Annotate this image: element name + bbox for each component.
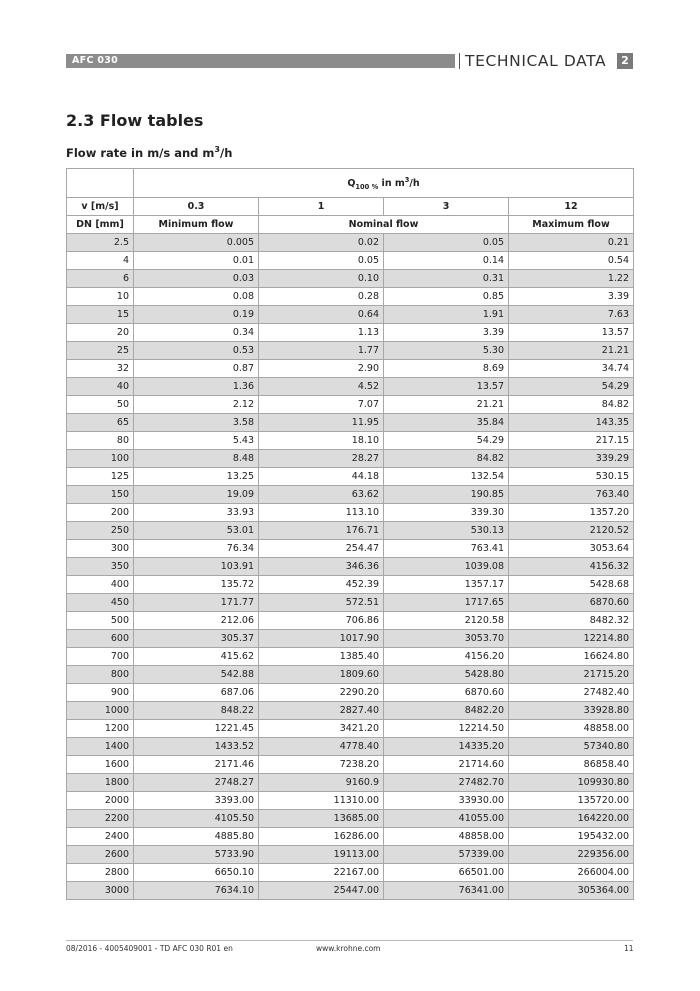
flow-cell: 9160.9 xyxy=(259,774,384,792)
flow-cell: 0.34 xyxy=(134,324,259,342)
flow-cell: 5428.80 xyxy=(384,666,509,684)
flow-cell: 86858.40 xyxy=(509,756,634,774)
flow-cell: 13685.00 xyxy=(259,810,384,828)
flow-cell: 4885.80 xyxy=(134,828,259,846)
flow-cell: 44.18 xyxy=(259,468,384,486)
flow-cell: 1017.90 xyxy=(259,630,384,648)
dn-cell: 125 xyxy=(67,468,134,486)
flow-cell: 0.21 xyxy=(509,234,634,252)
flow-cell: 1221.45 xyxy=(134,720,259,738)
flow-cell: 0.005 xyxy=(134,234,259,252)
flow-cell: 1.91 xyxy=(384,306,509,324)
subtitle-sup: 3 xyxy=(214,145,220,155)
flow-cell: 0.05 xyxy=(384,234,509,252)
flow-cell: 12214.50 xyxy=(384,720,509,738)
flow-cell: 190.85 xyxy=(384,486,509,504)
table-row xyxy=(67,468,634,486)
dn-cell: 2400 xyxy=(67,828,134,846)
flow-cell: 0.08 xyxy=(134,288,259,306)
nominal-flow-label: Nominal flow xyxy=(259,216,509,234)
table-row xyxy=(67,234,634,252)
dn-cell: 350 xyxy=(67,558,134,576)
flow-cell: 16624.80 xyxy=(509,648,634,666)
flow-cell: 0.53 xyxy=(134,342,259,360)
flow-cell: 21.21 xyxy=(384,396,509,414)
table-row xyxy=(67,324,634,342)
flow-cell: 19113.00 xyxy=(259,846,384,864)
flow-cell: 530.13 xyxy=(384,522,509,540)
table-row xyxy=(67,720,634,738)
dn-cell: 2000 xyxy=(67,792,134,810)
flow-cell: 2.12 xyxy=(134,396,259,414)
flow-cell: 0.31 xyxy=(384,270,509,288)
flow-cell: 33.93 xyxy=(134,504,259,522)
dn-cell: 500 xyxy=(67,612,134,630)
flow-cell: 0.01 xyxy=(134,252,259,270)
table-row xyxy=(67,630,634,648)
dn-cell: 32 xyxy=(67,360,134,378)
header-chapter-number: 2 xyxy=(617,53,633,69)
flow-cell: 13.25 xyxy=(134,468,259,486)
flow-cell: 3421.20 xyxy=(259,720,384,738)
flow-cell: 135.72 xyxy=(134,576,259,594)
table-row xyxy=(67,792,634,810)
flow-cell: 135720.00 xyxy=(509,792,634,810)
dn-cell: 25 xyxy=(67,342,134,360)
flow-cell: 6870.60 xyxy=(509,594,634,612)
flow-cell: 4156.32 xyxy=(509,558,634,576)
flow-cell: 0.02 xyxy=(259,234,384,252)
flow-cell: 254.47 xyxy=(259,540,384,558)
flow-cell: 3.39 xyxy=(384,324,509,342)
flow-cell: 706.86 xyxy=(259,612,384,630)
flow-cell: 1385.40 xyxy=(259,648,384,666)
flow-cell: 2827.40 xyxy=(259,702,384,720)
flow-cell: 66501.00 xyxy=(384,864,509,882)
flow-cell: 53.01 xyxy=(134,522,259,540)
flow-cell: 195432.00 xyxy=(509,828,634,846)
flow-cell: 452.39 xyxy=(259,576,384,594)
flow-cell: 27482.40 xyxy=(509,684,634,702)
table-row xyxy=(67,360,634,378)
flow-cell: 763.40 xyxy=(509,486,634,504)
flow-cell: 164220.00 xyxy=(509,810,634,828)
flow-cell: 5.43 xyxy=(134,432,259,450)
flow-cell: 3.58 xyxy=(134,414,259,432)
flow-cell: 0.54 xyxy=(509,252,634,270)
flow-cell: 21.21 xyxy=(509,342,634,360)
flow-cell: 0.64 xyxy=(259,306,384,324)
dn-cell: 600 xyxy=(67,630,134,648)
table-row xyxy=(67,540,634,558)
flow-cell: 4778.40 xyxy=(259,738,384,756)
flow-cell: 48858.00 xyxy=(509,720,634,738)
table-row xyxy=(67,666,634,684)
flow-cell: 266004.00 xyxy=(509,864,634,882)
flow-cell: 54.29 xyxy=(384,432,509,450)
table-row xyxy=(67,414,634,432)
flow-cell: 16286.00 xyxy=(259,828,384,846)
table-row xyxy=(67,450,634,468)
flow-cell: 76.34 xyxy=(134,540,259,558)
flow-cell: 6870.60 xyxy=(384,684,509,702)
footer-divider xyxy=(66,940,633,941)
velocity-value: 12 xyxy=(509,198,634,216)
dn-cell: 700 xyxy=(67,648,134,666)
flow-cell: 5733.90 xyxy=(134,846,259,864)
flow-cell: 143.35 xyxy=(509,414,634,432)
flow-cell: 0.03 xyxy=(134,270,259,288)
flow-cell: 132.54 xyxy=(384,468,509,486)
table-row xyxy=(67,846,634,864)
flow-cell: 113.10 xyxy=(259,504,384,522)
flow-cell: 1809.60 xyxy=(259,666,384,684)
dn-cell: 2800 xyxy=(67,864,134,882)
dn-cell: 10 xyxy=(67,288,134,306)
flow-cell: 63.62 xyxy=(259,486,384,504)
flow-cell: 763.41 xyxy=(384,540,509,558)
section-title: 2.3 Flow tables xyxy=(66,111,204,130)
dn-cell: 150 xyxy=(67,486,134,504)
flow-cell: 54.29 xyxy=(509,378,634,396)
flow-cell: 13.57 xyxy=(509,324,634,342)
flow-cell: 5.30 xyxy=(384,342,509,360)
flow-cell: 1.13 xyxy=(259,324,384,342)
minimum-flow-label: Minimum flow xyxy=(134,216,259,234)
table-row xyxy=(67,342,634,360)
flow-cell: 2290.20 xyxy=(259,684,384,702)
header-row-velocity xyxy=(67,198,634,216)
flow-cell: 212.06 xyxy=(134,612,259,630)
table-row xyxy=(67,756,634,774)
dn-cell: 15 xyxy=(67,306,134,324)
subtitle-suffix: /h xyxy=(220,146,233,160)
q100-header: $Q_{100 \%}$ in $m^3/h$ xyxy=(134,169,634,198)
flow-cell: 3053.70 xyxy=(384,630,509,648)
flow-cell: 19.09 xyxy=(134,486,259,504)
table-row xyxy=(67,270,634,288)
footer-document-id: 08/2016 - 4005409001 - TD AFC 030 R01 en xyxy=(66,944,233,953)
table-row xyxy=(67,396,634,414)
table-row xyxy=(67,288,634,306)
flow-cell: 57339.00 xyxy=(384,846,509,864)
flow-cell: 109930.80 xyxy=(509,774,634,792)
maximum-flow-label: Maximum flow xyxy=(509,216,634,234)
header-row-q xyxy=(67,169,634,198)
flow-cell: 0.28 xyxy=(259,288,384,306)
flow-cell: 8.69 xyxy=(384,360,509,378)
flow-cell: 2748.27 xyxy=(134,774,259,792)
flow-cell: 2120.58 xyxy=(384,612,509,630)
flow-cell: 4156.20 xyxy=(384,648,509,666)
flow-cell: 48858.00 xyxy=(384,828,509,846)
flow-cell: 1357.20 xyxy=(509,504,634,522)
dn-cell: 200 xyxy=(67,504,134,522)
flow-cell: 57340.80 xyxy=(509,738,634,756)
flow-table xyxy=(66,168,634,900)
dn-cell: 50 xyxy=(67,396,134,414)
table-row xyxy=(67,738,634,756)
header-bar xyxy=(66,54,455,68)
flow-cell: 542.88 xyxy=(134,666,259,684)
flow-cell: 41055.00 xyxy=(384,810,509,828)
table-row xyxy=(67,432,634,450)
flow-cell: 27482.70 xyxy=(384,774,509,792)
flow-cell: 0.14 xyxy=(384,252,509,270)
flow-cell: 22167.00 xyxy=(259,864,384,882)
dn-cell: 2.5 xyxy=(67,234,134,252)
velocity-value: 0.3 xyxy=(134,198,259,216)
flow-cell: 848.22 xyxy=(134,702,259,720)
flow-cell: 14335.20 xyxy=(384,738,509,756)
flow-cell: 1433.52 xyxy=(134,738,259,756)
flow-cell: 4105.50 xyxy=(134,810,259,828)
flow-cell: 7.07 xyxy=(259,396,384,414)
dn-label: DN [mm] xyxy=(67,216,134,234)
header-separator xyxy=(459,53,460,69)
flow-cell: 21715.20 xyxy=(509,666,634,684)
header-section-title: TECHNICAL DATA xyxy=(465,52,607,70)
flow-table-body xyxy=(67,234,634,900)
flow-cell: 229356.00 xyxy=(509,846,634,864)
flow-cell: 7.63 xyxy=(509,306,634,324)
dn-cell: 100 xyxy=(67,450,134,468)
flow-cell: 305364.00 xyxy=(509,882,634,900)
flow-cell: 171.77 xyxy=(134,594,259,612)
flow-cell: 5428.68 xyxy=(509,576,634,594)
flow-cell: 8482.20 xyxy=(384,702,509,720)
dn-cell: 2600 xyxy=(67,846,134,864)
flow-cell: 530.15 xyxy=(509,468,634,486)
footer-website: www.krohne.com xyxy=(316,944,381,953)
flow-cell: 13.57 xyxy=(384,378,509,396)
flow-cell: 1039.08 xyxy=(384,558,509,576)
dn-cell: 65 xyxy=(67,414,134,432)
table-row xyxy=(67,306,634,324)
flow-cell: 7634.10 xyxy=(134,882,259,900)
flow-cell: 6650.10 xyxy=(134,864,259,882)
dn-cell: 1600 xyxy=(67,756,134,774)
dn-cell: 6 xyxy=(67,270,134,288)
flow-cell: 0.85 xyxy=(384,288,509,306)
flow-cell: 346.36 xyxy=(259,558,384,576)
flow-cell: 103.91 xyxy=(134,558,259,576)
flow-cell: 1.22 xyxy=(509,270,634,288)
dn-cell: 300 xyxy=(67,540,134,558)
dn-cell: 40 xyxy=(67,378,134,396)
footer-page-number: 11 xyxy=(624,944,634,953)
dn-cell: 900 xyxy=(67,684,134,702)
table-subtitle xyxy=(66,146,232,160)
flow-cell: 11310.00 xyxy=(259,792,384,810)
velocity-label: v [m/s] xyxy=(67,198,134,216)
table-row xyxy=(67,702,634,720)
dn-cell: 4 xyxy=(67,252,134,270)
header-empty-cell xyxy=(67,169,134,198)
dn-cell: 1400 xyxy=(67,738,134,756)
flow-cell: 1.36 xyxy=(134,378,259,396)
flow-cell: 0.10 xyxy=(259,270,384,288)
flow-cell: 35.84 xyxy=(384,414,509,432)
flow-cell: 8.48 xyxy=(134,450,259,468)
flow-cell: 217.15 xyxy=(509,432,634,450)
dn-cell: 1000 xyxy=(67,702,134,720)
header-row-flow-type xyxy=(67,216,634,234)
dn-cell: 3000 xyxy=(67,882,134,900)
flow-cell: 8482.32 xyxy=(509,612,634,630)
dn-cell: 400 xyxy=(67,576,134,594)
table-row xyxy=(67,252,634,270)
flow-cell: 0.19 xyxy=(134,306,259,324)
table-row xyxy=(67,828,634,846)
table-row xyxy=(67,594,634,612)
flow-cell: 4.52 xyxy=(259,378,384,396)
table-row xyxy=(67,684,634,702)
table-row xyxy=(67,576,634,594)
flow-cell: 33928.80 xyxy=(509,702,634,720)
flow-cell: 415.62 xyxy=(134,648,259,666)
flow-cell: 18.10 xyxy=(259,432,384,450)
table-row xyxy=(67,378,634,396)
flow-cell: 84.82 xyxy=(509,396,634,414)
flow-cell: 176.71 xyxy=(259,522,384,540)
table-row xyxy=(67,486,634,504)
dn-cell: 1800 xyxy=(67,774,134,792)
flow-cell: 2.90 xyxy=(259,360,384,378)
table-row xyxy=(67,558,634,576)
table-row xyxy=(67,864,634,882)
table-row xyxy=(67,612,634,630)
dn-cell: 1200 xyxy=(67,720,134,738)
flow-cell: 339.30 xyxy=(384,504,509,522)
table-row xyxy=(67,648,634,666)
flow-cell: 2171.46 xyxy=(134,756,259,774)
flow-cell: 1717.65 xyxy=(384,594,509,612)
table-row xyxy=(67,774,634,792)
page-header xyxy=(0,51,700,71)
table-row xyxy=(67,810,634,828)
dn-cell: 20 xyxy=(67,324,134,342)
velocity-value: 3 xyxy=(384,198,509,216)
flow-cell: 1.77 xyxy=(259,342,384,360)
flow-cell: 11.95 xyxy=(259,414,384,432)
table-row xyxy=(67,522,634,540)
flow-cell: 687.06 xyxy=(134,684,259,702)
dn-cell: 250 xyxy=(67,522,134,540)
flow-cell: 3053.64 xyxy=(509,540,634,558)
flow-cell: 7238.20 xyxy=(259,756,384,774)
dn-cell: 80 xyxy=(67,432,134,450)
flow-cell: 3.39 xyxy=(509,288,634,306)
table-row xyxy=(67,504,634,522)
flow-cell: 2120.52 xyxy=(509,522,634,540)
dn-cell: 2200 xyxy=(67,810,134,828)
flow-cell: 21714.60 xyxy=(384,756,509,774)
flow-cell: 25447.00 xyxy=(259,882,384,900)
flow-cell: 572.51 xyxy=(259,594,384,612)
flow-cell: 34.74 xyxy=(509,360,634,378)
flow-cell: 84.82 xyxy=(384,450,509,468)
flow-cell: 0.87 xyxy=(134,360,259,378)
flow-cell: 1357.17 xyxy=(384,576,509,594)
header-product-name: AFC 030 xyxy=(72,55,119,66)
flow-cell: 305.37 xyxy=(134,630,259,648)
flow-cell: 339.29 xyxy=(509,450,634,468)
table-row xyxy=(67,882,634,900)
dn-cell: 800 xyxy=(67,666,134,684)
flow-cell: 28.27 xyxy=(259,450,384,468)
flow-cell: 0.05 xyxy=(259,252,384,270)
velocity-value: 1 xyxy=(259,198,384,216)
flow-cell: 33930.00 xyxy=(384,792,509,810)
subtitle-text: Flow rate in m/s and m xyxy=(66,146,215,160)
dn-cell: 450 xyxy=(67,594,134,612)
flow-cell: 12214.80 xyxy=(509,630,634,648)
flow-cell: 76341.00 xyxy=(384,882,509,900)
flow-cell: 3393.00 xyxy=(134,792,259,810)
